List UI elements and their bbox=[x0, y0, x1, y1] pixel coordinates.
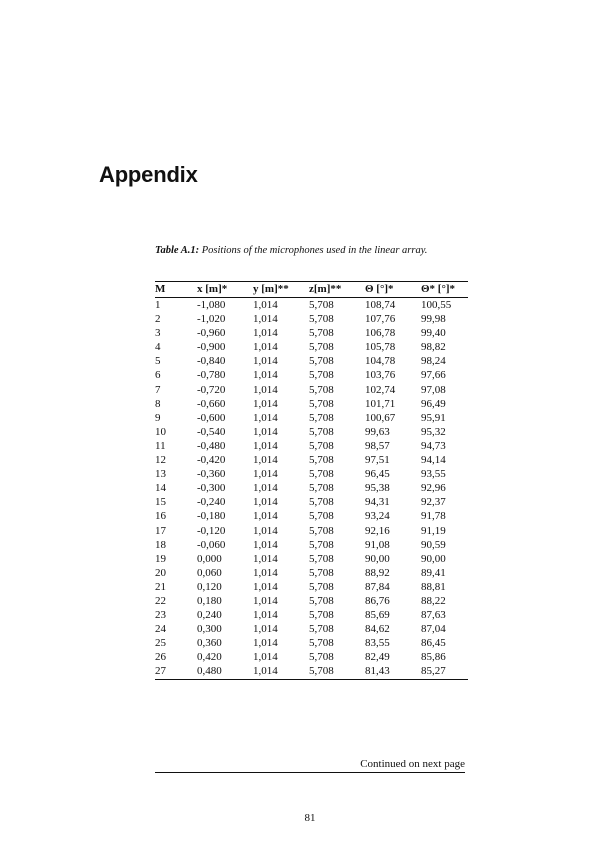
cell-x: 0,120 bbox=[197, 580, 222, 593]
cell-theta: 100,67 bbox=[365, 411, 396, 424]
cell-z: 5,708 bbox=[309, 454, 334, 467]
table-row bbox=[155, 552, 468, 566]
cell-z: 5,708 bbox=[309, 538, 334, 551]
cell-theta: 86,76 bbox=[365, 594, 390, 607]
cell-m: 14 bbox=[155, 482, 166, 495]
cell-theta: 84,62 bbox=[365, 623, 390, 636]
cell-theta-star: 88,81 bbox=[421, 580, 446, 593]
cell-x: -0,600 bbox=[197, 411, 226, 424]
cell-m: 11 bbox=[155, 439, 166, 452]
cell-theta: 107,76 bbox=[365, 313, 396, 326]
cell-y: 1,014 bbox=[253, 538, 278, 551]
cell-theta-star: 97,66 bbox=[421, 369, 446, 382]
cell-x: 0,300 bbox=[197, 623, 222, 636]
cell-z: 5,708 bbox=[309, 425, 334, 438]
cell-x: -0,240 bbox=[197, 496, 226, 509]
page-number: 81 bbox=[304, 812, 316, 824]
cell-m: 5 bbox=[155, 355, 161, 368]
cell-theta-star: 94,14 bbox=[421, 454, 446, 467]
table-row bbox=[155, 298, 468, 313]
cell-theta: 94,31 bbox=[365, 496, 390, 509]
cell-y: 1,014 bbox=[253, 299, 278, 311]
table-row bbox=[155, 481, 468, 495]
cell-m: 2 bbox=[155, 313, 161, 326]
cell-y: 1,014 bbox=[253, 313, 278, 326]
cell-x: -0,900 bbox=[197, 341, 226, 354]
table-row bbox=[155, 397, 468, 411]
cell-x: -0,720 bbox=[197, 383, 226, 396]
cell-x: 0,480 bbox=[197, 665, 222, 678]
cell-z: 5,708 bbox=[309, 609, 334, 622]
cell-z: 5,708 bbox=[309, 439, 334, 452]
cell-z: 5,708 bbox=[309, 651, 334, 664]
cell-theta-star: 90,59 bbox=[421, 538, 446, 551]
cell-m: 9 bbox=[155, 411, 161, 424]
cell-y: 1,014 bbox=[253, 355, 278, 368]
cell-theta-star: 94,73 bbox=[421, 439, 446, 452]
cell-y: 1,014 bbox=[253, 566, 278, 579]
cell-y: 1,014 bbox=[253, 327, 278, 340]
cell-m: 25 bbox=[155, 637, 166, 650]
cell-m: 8 bbox=[155, 397, 161, 410]
cell-m: 17 bbox=[155, 524, 166, 537]
microphone-positions-table bbox=[155, 281, 468, 680]
cell-z: 5,708 bbox=[309, 580, 334, 593]
cell-theta: 97,51 bbox=[365, 454, 390, 467]
cell-m: 15 bbox=[155, 496, 166, 509]
cell-z: 5,708 bbox=[309, 411, 334, 424]
cell-x: -0,420 bbox=[197, 454, 226, 467]
cell-z: 5,708 bbox=[309, 468, 334, 481]
cell-theta-star: 89,41 bbox=[421, 566, 446, 579]
cell-theta-star: 87,63 bbox=[421, 609, 446, 622]
table-row bbox=[155, 580, 468, 594]
cell-z: 5,708 bbox=[309, 341, 334, 354]
cell-theta-star: 85,27 bbox=[421, 665, 446, 678]
cell-y: 1,014 bbox=[253, 369, 278, 382]
cell-theta: 91,08 bbox=[365, 538, 390, 551]
column-header-y: y [m]** bbox=[253, 283, 289, 296]
cell-theta-star: 86,45 bbox=[421, 637, 446, 650]
cell-x: 0,360 bbox=[197, 637, 222, 650]
table-row bbox=[155, 383, 468, 397]
cell-x: 0,180 bbox=[197, 594, 222, 607]
cell-z: 5,708 bbox=[309, 524, 334, 537]
cell-y: 1,014 bbox=[253, 482, 278, 495]
cell-x: -0,660 bbox=[197, 397, 226, 410]
table-caption-label: Table A.1: bbox=[155, 245, 200, 256]
cell-z: 5,708 bbox=[309, 383, 334, 396]
cell-m: 19 bbox=[155, 552, 166, 565]
cell-m: 27 bbox=[155, 665, 166, 678]
cell-theta: 88,92 bbox=[365, 566, 390, 579]
cell-theta-star: 92,96 bbox=[421, 482, 446, 495]
cell-y: 1,014 bbox=[253, 341, 278, 354]
cell-x: -0,300 bbox=[197, 482, 226, 495]
cell-x: -0,180 bbox=[197, 510, 226, 523]
table-row bbox=[155, 566, 468, 580]
cell-y: 1,014 bbox=[253, 397, 278, 410]
table-row bbox=[155, 411, 468, 425]
cell-theta: 105,78 bbox=[365, 341, 396, 354]
cell-y: 1,014 bbox=[253, 637, 278, 650]
cell-m: 6 bbox=[155, 369, 161, 382]
cell-theta-star: 98,82 bbox=[421, 341, 446, 354]
cell-x: -0,540 bbox=[197, 425, 226, 438]
table-row bbox=[155, 354, 468, 368]
cell-theta: 99,63 bbox=[365, 425, 390, 438]
column-header-m: M bbox=[155, 283, 166, 296]
cell-y: 1,014 bbox=[253, 651, 278, 664]
table-row bbox=[155, 664, 468, 679]
cell-m: 4 bbox=[155, 341, 161, 354]
cell-theta-star: 87,04 bbox=[421, 623, 446, 636]
cell-theta-star: 93,55 bbox=[421, 468, 446, 481]
cell-z: 5,708 bbox=[309, 327, 334, 340]
cell-theta-star: 91,19 bbox=[421, 524, 446, 537]
cell-z: 5,708 bbox=[309, 355, 334, 368]
table-header-row bbox=[155, 282, 468, 298]
cell-m: 1 bbox=[155, 299, 161, 311]
cell-theta-star: 95,91 bbox=[421, 411, 446, 424]
table-row bbox=[155, 312, 468, 326]
cell-theta: 101,71 bbox=[365, 397, 396, 410]
cell-y: 1,014 bbox=[253, 454, 278, 467]
cell-z: 5,708 bbox=[309, 623, 334, 636]
table-row bbox=[155, 340, 468, 354]
cell-y: 1,014 bbox=[253, 411, 278, 424]
table-row bbox=[155, 495, 468, 509]
table-row bbox=[155, 509, 468, 523]
cell-z: 5,708 bbox=[309, 552, 334, 565]
cell-x: 0,060 bbox=[197, 566, 222, 579]
cell-x: -0,960 bbox=[197, 327, 226, 340]
cell-x: 0,240 bbox=[197, 609, 222, 622]
cell-theta-star: 91,78 bbox=[421, 510, 446, 523]
cell-z: 5,708 bbox=[309, 369, 334, 382]
cell-theta-star: 96,49 bbox=[421, 397, 446, 410]
cell-theta: 90,00 bbox=[365, 552, 390, 565]
cell-theta-star: 85,86 bbox=[421, 651, 446, 664]
table-row bbox=[155, 425, 468, 439]
cell-x: 0,420 bbox=[197, 651, 222, 664]
cell-theta: 102,74 bbox=[365, 383, 396, 396]
cell-theta: 82,49 bbox=[365, 651, 390, 664]
continued-note: Continued on next page bbox=[155, 758, 465, 773]
cell-x: -0,840 bbox=[197, 355, 226, 368]
cell-m: 10 bbox=[155, 425, 166, 438]
cell-x: -0,780 bbox=[197, 369, 226, 382]
cell-theta: 106,78 bbox=[365, 327, 396, 340]
cell-z: 5,708 bbox=[309, 482, 334, 495]
cell-theta: 81,43 bbox=[365, 665, 390, 678]
cell-m: 7 bbox=[155, 383, 161, 396]
table-row bbox=[155, 439, 468, 453]
table-row bbox=[155, 650, 468, 664]
cell-z: 5,708 bbox=[309, 594, 334, 607]
cell-y: 1,014 bbox=[253, 468, 278, 481]
cell-theta: 83,55 bbox=[365, 637, 390, 650]
table-body bbox=[155, 298, 468, 680]
cell-y: 1,014 bbox=[253, 524, 278, 537]
cell-y: 1,014 bbox=[253, 609, 278, 622]
table-row bbox=[155, 453, 468, 467]
cell-theta: 92,16 bbox=[365, 524, 390, 537]
cell-y: 1,014 bbox=[253, 425, 278, 438]
cell-x: -0,480 bbox=[197, 439, 226, 452]
table-row bbox=[155, 368, 468, 382]
cell-theta-star: 95,32 bbox=[421, 425, 446, 438]
column-header-theta-star: Θ* [°]* bbox=[421, 283, 456, 296]
cell-x: -0,060 bbox=[197, 538, 226, 551]
cell-m: 23 bbox=[155, 609, 166, 622]
cell-theta: 93,24 bbox=[365, 510, 390, 523]
cell-z: 5,708 bbox=[309, 637, 334, 650]
cell-x: -0,360 bbox=[197, 468, 226, 481]
table-row bbox=[155, 524, 468, 538]
cell-theta-star: 99,40 bbox=[421, 327, 446, 340]
cell-theta-star: 100,55 bbox=[421, 299, 452, 311]
cell-y: 1,014 bbox=[253, 594, 278, 607]
chapter-heading: Appendix bbox=[99, 162, 198, 187]
cell-y: 1,014 bbox=[253, 439, 278, 452]
cell-z: 5,708 bbox=[309, 496, 334, 509]
column-header-theta: Θ [°]* bbox=[365, 283, 394, 296]
cell-theta-star: 92,37 bbox=[421, 496, 446, 509]
cell-theta-star: 90,00 bbox=[421, 552, 446, 565]
cell-y: 1,014 bbox=[253, 580, 278, 593]
table-row bbox=[155, 467, 468, 481]
cell-theta: 85,69 bbox=[365, 609, 390, 622]
table-row bbox=[155, 326, 468, 340]
table-row bbox=[155, 538, 468, 552]
column-header-z: z[m]** bbox=[309, 283, 342, 296]
cell-x: -1,080 bbox=[197, 299, 226, 311]
table-row bbox=[155, 636, 468, 650]
cell-x: -0,120 bbox=[197, 524, 226, 537]
cell-z: 5,708 bbox=[309, 397, 334, 410]
column-header-x: x [m]* bbox=[197, 283, 228, 296]
cell-m: 3 bbox=[155, 327, 161, 340]
cell-x: 0,000 bbox=[197, 552, 222, 565]
cell-z: 5,708 bbox=[309, 313, 334, 326]
cell-y: 1,014 bbox=[253, 665, 278, 678]
cell-m: 26 bbox=[155, 651, 166, 664]
table-caption bbox=[155, 245, 475, 256]
cell-z: 5,708 bbox=[309, 665, 334, 678]
cell-m: 16 bbox=[155, 510, 166, 523]
cell-theta: 96,45 bbox=[365, 468, 390, 481]
cell-theta-star: 88,22 bbox=[421, 594, 446, 607]
cell-theta: 87,84 bbox=[365, 580, 390, 593]
cell-theta: 95,38 bbox=[365, 482, 390, 495]
cell-theta: 98,57 bbox=[365, 439, 390, 452]
cell-theta: 103,76 bbox=[365, 369, 396, 382]
cell-y: 1,014 bbox=[253, 383, 278, 396]
table-row bbox=[155, 608, 468, 622]
cell-theta-star: 99,98 bbox=[421, 313, 446, 326]
table-caption-text: Positions of the microphones used in the linear array. bbox=[199, 245, 428, 256]
cell-z: 5,708 bbox=[309, 510, 334, 523]
cell-theta-star: 98,24 bbox=[421, 355, 446, 368]
cell-z: 5,708 bbox=[309, 299, 334, 311]
cell-theta: 104,78 bbox=[365, 355, 396, 368]
cell-m: 13 bbox=[155, 468, 166, 481]
cell-x: -1,020 bbox=[197, 313, 226, 326]
cell-y: 1,014 bbox=[253, 552, 278, 565]
cell-m: 22 bbox=[155, 594, 166, 607]
cell-m: 20 bbox=[155, 566, 166, 579]
table-row bbox=[155, 594, 468, 608]
cell-m: 21 bbox=[155, 580, 166, 593]
cell-y: 1,014 bbox=[253, 623, 278, 636]
cell-theta-star: 97,08 bbox=[421, 383, 446, 396]
cell-y: 1,014 bbox=[253, 510, 278, 523]
cell-m: 18 bbox=[155, 538, 166, 551]
cell-m: 12 bbox=[155, 454, 166, 467]
cell-theta: 108,74 bbox=[365, 299, 396, 311]
table-row bbox=[155, 622, 468, 636]
cell-y: 1,014 bbox=[253, 496, 278, 509]
cell-m: 24 bbox=[155, 623, 166, 636]
cell-z: 5,708 bbox=[309, 566, 334, 579]
